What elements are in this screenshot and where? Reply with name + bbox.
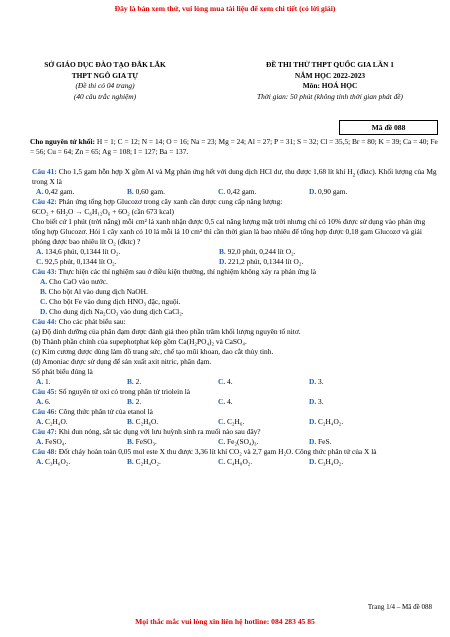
- option-a[interactable]: A. 134,6 phút, 0,1344 lít O₂.: [36, 246, 121, 256]
- question-label: Câu 45:: [32, 386, 57, 396]
- subscript: 2: [352, 172, 356, 179]
- option-b[interactable]: B. 2.: [127, 376, 142, 386]
- options-row: [32, 377, 440, 387]
- question-47: [32, 427, 440, 437]
- option-a[interactable]: A. 6.: [36, 396, 51, 406]
- option-b[interactable]: B. 92,0 phút, 0,244 lít O₂.: [219, 246, 296, 256]
- school-year: NĂM HỌC 2022-2023: [294, 70, 366, 80]
- atomic-mass-label: Cho nguyên tử khối:: [30, 137, 96, 146]
- option-d[interactable]: D. C₂H₄O₂.: [309, 416, 344, 426]
- hotline-banner: Mọi thắc mắc vui lòng xin liên hệ hotline: 084 283 45 85: [135, 617, 315, 626]
- options-row: [32, 247, 440, 257]
- exam-title: ĐỀ THI THỬ THPT QUỐC GIA LẦN 1: [266, 60, 394, 69]
- question-46: [32, 407, 440, 417]
- question-count-note: (40 câu trắc nghiệm): [73, 92, 137, 102]
- options-row: [32, 397, 440, 407]
- question-stem: Cho các phát biểu sau:: [56, 316, 126, 326]
- statement-a: (a) Độ dinh dưỡng của phân đạm được đánh giá theo phần trăm khối lượng nguyên tố nitơ.: [32, 326, 301, 336]
- page-count-note: (Đề thi có 04 trang): [75, 81, 135, 91]
- options-row: [32, 437, 440, 447]
- question-label: Câu 48:: [32, 446, 57, 456]
- option-b[interactable]: B. 0,60 gam.: [127, 186, 165, 196]
- option-d[interactable]: D. 0,90 gam.: [309, 186, 348, 196]
- header-right: [212, 60, 448, 103]
- option-c[interactable]: C. C₄H₈O₂.: [218, 456, 253, 466]
- question-stem: Thực hiện các thí nghiệm sau ở điều kiện thường, thí nghiệm không xảy ra phản ứng là: [56, 266, 317, 276]
- option-d[interactable]: D. FeS.: [309, 436, 332, 446]
- question-stem: Khi đun nóng, sắt tác dụng với lưu huỳnh sinh ra muối nào sau đây?: [56, 426, 261, 436]
- option-a[interactable]: A. C₃H₆O₂.: [36, 456, 71, 466]
- option-b[interactable]: B. 2.: [127, 396, 142, 406]
- question-prompt: Số phát biểu đúng là: [32, 366, 93, 376]
- option-c[interactable]: C. Cho bột Fe vào dung dịch HNO₃ đặc, nguội.: [40, 296, 181, 306]
- option-b[interactable]: B. C₂H₄O₂.: [127, 456, 161, 466]
- statement-b: (b) Thành phần chính của supephotphat kép gồm Ca(H₂PO₄)₂ và CaSO₄.: [32, 336, 247, 346]
- option-d[interactable]: D. 221,2 phút, 0,1344 lít O₂.: [219, 256, 304, 266]
- option-a[interactable]: A. 0,42 gam.: [36, 186, 75, 196]
- option-c[interactable]: C. 92,5 phút, 0,1344 lít O₂.: [36, 256, 117, 266]
- subject: Môn: HOÁ HỌC: [302, 81, 358, 91]
- question-label: Câu 41:: [32, 166, 57, 176]
- question-41: [32, 167, 440, 187]
- question-text: Cho biết cứ 1 phút (trời nắng) mỗi cm² lá xanh nhận được 0,5 cal năng lượng mặt trời nhưng chỉ có 10% được sử dụng vào phản ứng tổng hợp Glucozơ. Hỏi 1 cây xanh có 10 lá mỗi lá 10 cm² thì cần thời gian là bao nhiêu để tổng hợp được 0,18 gam Glucozơ và giải phóng được bao nhiêu lít O₂ (đktc) ?: [32, 216, 426, 246]
- question-43: [32, 267, 440, 277]
- question-stem-end: (đktc). Khối lượng của Mg trong X là: [32, 166, 437, 186]
- question-stem: Số nguyên tử oxi có trong phân tử triolein là: [56, 386, 191, 396]
- option-a[interactable]: A. C₂H₄O.: [36, 416, 68, 426]
- option-c[interactable]: C. C₂H₆.: [218, 416, 245, 426]
- preview-banner: Đây là bản xem thử, vui lòng mua tài liệu để xem chi tiết (có lời giải): [114, 4, 336, 13]
- option-a[interactable]: A. FeSO₄.: [36, 436, 67, 446]
- options-row: [32, 187, 440, 197]
- question-label: Câu 43:: [32, 266, 57, 276]
- school-name: THPT NGÔ GIA TỰ: [71, 70, 139, 80]
- statement-d: (d) Amoniac được sử dụng để sản xuất axit nitric, phân đạm.: [32, 356, 212, 366]
- options-row: [32, 417, 440, 427]
- question-44: [32, 317, 440, 327]
- option-b[interactable]: B. FeSO₃.: [127, 436, 157, 446]
- question-42: [32, 197, 440, 207]
- options-row: [32, 257, 440, 267]
- option-b[interactable]: B. C₂H₆O.: [127, 416, 159, 426]
- reaction-equation: 6CO₂ + 6H₂O → C₆H₁₂O₆ + 6O₂ (cần 673 kcal): [32, 206, 174, 216]
- department-name: SỞ GIÁO DỤC ĐÀO TẠO ĐẮK LẮK: [44, 60, 166, 69]
- time-limit: Thời gian: 50 phút (không tính thời gian phát đề): [256, 92, 404, 102]
- option-c[interactable]: C. 4.: [218, 376, 233, 386]
- question-label: Câu 47:: [32, 426, 57, 436]
- option-b[interactable]: B. Cho bột Al vào dung dịch NaOH.: [40, 286, 148, 296]
- statement-c: (c) Kim cương được dùng làm đồ trang sức, chế tạo mũi khoan, dao cắt thủy tinh.: [32, 346, 274, 356]
- exam-content: [32, 137, 440, 467]
- question-stem: Công thức phân tử của etanol là: [56, 406, 153, 416]
- atomic-mass-text: H = 1; C = 12; N = 14; O = 16; Na = 23; Mg = 24; Al = 27; P = 31; S = 32; Cl = 35,5; Br = 80; K = 39; Ca = 40; Fe = 56; Cu = 64; Zn = 65; Ag = 108; I = 127; Ba = 137.: [30, 137, 438, 156]
- question-label: Câu 46:: [32, 406, 57, 416]
- option-d[interactable]: D. Cho dung dịch Na₂CO₃ vào dung dịch CaCl₂.: [40, 306, 184, 316]
- option-c[interactable]: C. 0,42 gam.: [218, 186, 257, 196]
- question-label: Câu 44:: [32, 316, 57, 326]
- question-stem: Phản ứng tổng hợp Glucozơ trong cây xanh cần được cung cấp năng lượng:: [56, 196, 283, 206]
- page-footer: Trang 1/4 – Mã đề 088: [367, 603, 432, 611]
- question-45: [32, 387, 440, 397]
- question-48: [32, 447, 440, 457]
- option-d[interactable]: D. C₃H₄O₂.: [309, 456, 344, 466]
- atomic-mass-line: [30, 137, 440, 157]
- option-d[interactable]: D. 3.: [309, 376, 324, 386]
- exam-code-box: Mã đề 088: [339, 120, 438, 135]
- question-stem: Cho 1,5 gam hỗn hợp X gồm Al và Mg phản ứng hết với dung dịch HCl dư, thu được 1,68 lít khí H: [56, 166, 353, 176]
- option-a[interactable]: A. 1.: [36, 376, 51, 386]
- question-stem: Đốt cháy hoàn toàn 0,05 mol este X thu được 3,36 lít khí CO₂ và 2,7 gam H₂O. Công thức phân tử của X là: [56, 446, 377, 456]
- option-a[interactable]: A. Cho CaO vào nước.: [40, 276, 108, 286]
- options-row: [32, 457, 440, 467]
- option-d[interactable]: D. 3.: [309, 396, 324, 406]
- question-label: Câu 42:: [32, 196, 57, 206]
- option-c[interactable]: C. 4.: [218, 396, 233, 406]
- option-c[interactable]: C. Fe₂(SO₄)₃.: [218, 436, 259, 446]
- header-left: [10, 60, 200, 103]
